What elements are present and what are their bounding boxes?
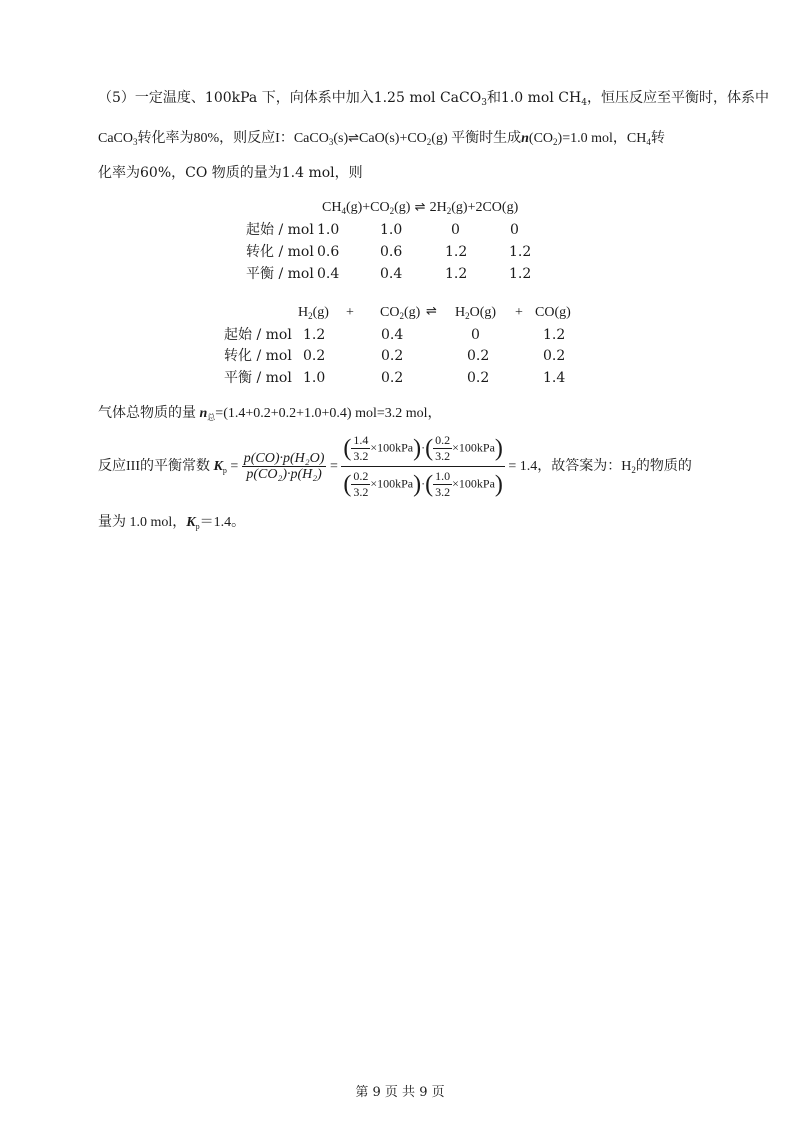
table1-row-label: 平衡 / mol <box>246 266 314 282</box>
text: p(CO₂)·p(H₂) <box>246 467 322 483</box>
table-cell: 1.2 <box>445 266 468 282</box>
table2-row-label: 转化 / mol <box>224 348 292 364</box>
table2-equation-part1: $H_2(g)$ <box>298 305 329 321</box>
text: 反应III的平衡常数 <box>98 459 210 474</box>
text: = <box>329 459 338 474</box>
table2-row-label: 起始 / mol <box>224 327 292 343</box>
table2-equation-part3: $H_2O(g)$ <box>455 305 497 321</box>
table-cell: 0.4 <box>381 327 404 343</box>
page-footer: 第 9 页 共 9 页 <box>355 1085 445 1100</box>
table2-equation-part4: CO(g) <box>535 305 571 320</box>
table-cell: 1.2 <box>445 244 468 260</box>
equilibrium-arrow-icon: ⇌ <box>348 131 360 146</box>
table-cell: 0.2 <box>467 348 490 364</box>
table-cell: 1.2 <box>543 327 566 343</box>
kp-value-fraction: ( $\frac{1.4}{3.2}$ ×100kPa)·( $\frac{0.2}{3.2}$ ×100kPa) ( $\frac{0.2}{3.2}$ ×100kPa)·( $\frac{1.0}{3.2}$ ×100kPa) <box>343 433 503 500</box>
table-cell: 0.4 <box>380 266 403 282</box>
text: p <box>195 522 200 531</box>
table-cell: 0.6 <box>317 244 340 260</box>
equilibrium-arrow-icon: ⇌ <box>410 200 430 215</box>
text: （5）一定温度、100kPa 下，向体系中加入1.25 mol CaCO <box>98 90 482 106</box>
kp-definition-fraction <box>242 451 327 482</box>
table2-row-label: 平衡 / mol <box>224 370 292 386</box>
table-cell: 1.4 <box>543 370 566 386</box>
text: =(1.4+0.2+0.2+1.0+0.4) mol=3.2 mol， <box>215 406 442 421</box>
text: = <box>230 459 239 474</box>
table-cell: 0.6 <box>380 244 403 260</box>
table-cell: 1.2 <box>509 244 532 260</box>
kp-formula: 反应III的平衡常数 $K_p$ = $\frac{\text{p(CO)·p(H₂O)}}{\text{p(CO₂)·p(H₂)}}$ = ( $\frac{1.4}{3.2}$ ×100kPa)·( $\frac{0.2}{3.2}$ ×100kPa) ( $\frac{0.2}{3.2}$ ×100kPa)·( $\frac{1.0}{3.2}$ ×100kPa) = 1.4，故答案为：$H_2$的物质的 <box>98 433 692 500</box>
table2-plus: + <box>515 305 523 320</box>
text: CaCO <box>98 131 133 146</box>
text: 化率为60%，CO 物质的量为1.4 mol，则 <box>98 165 363 181</box>
table-cell: 1.0 <box>317 222 340 238</box>
table-cell: 1.2 <box>509 266 532 282</box>
table-cell: 0.2 <box>543 348 566 364</box>
total-moles-line <box>98 404 442 428</box>
table-cell: 1.0 <box>380 222 403 238</box>
text: CaO(s)+CO <box>359 131 427 146</box>
text: K <box>186 515 196 530</box>
text: 气体总物质的量 <box>98 406 196 421</box>
equilibrium-arrow-icon: ⇌ <box>426 304 437 319</box>
text: p <box>222 466 227 475</box>
text: 量为 1.0 mol， <box>98 515 187 530</box>
text: (s) <box>333 131 349 146</box>
text: ，恒压反应至平衡时，体系中 <box>586 90 769 106</box>
table-cell: 0.4 <box>317 266 340 282</box>
table-cell: 0 <box>510 222 519 238</box>
text: n <box>199 406 208 421</box>
intro-line-1: （5）一定温度、100kPa 下，向体系中加入1.25 mol CaCO$_3$和1.0 mol $CH_4$，恒压反应至平衡时，体系中 <box>98 90 769 108</box>
text: ＝1.4。 <box>199 515 246 530</box>
text: (CO <box>528 131 554 146</box>
table1-row-label: 起始 / mol <box>246 222 314 238</box>
table1-equation: $CH_4(g)+CO_2(g)$ ⇌ $2H_2(g)+2CO(g)$ <box>322 200 519 216</box>
table-cell: 1.2 <box>303 327 326 343</box>
text: 的物质的 <box>635 459 692 474</box>
text: )=1.0 mol，CH <box>557 131 647 146</box>
text: 总 <box>207 413 216 422</box>
table2-plus: + <box>346 305 354 320</box>
table-cell: 0.2 <box>467 370 490 386</box>
text: p(CO)·p(H₂O) <box>243 451 325 467</box>
table-cell: 0.2 <box>303 348 326 364</box>
table1-row-label: 转化 / mol <box>246 244 314 260</box>
text: 转 <box>650 131 665 146</box>
conclusion-line <box>98 513 245 537</box>
intro-line-2: CaCO$_3$转化率为80%，则反应I：$CaCO_3(s)\rightleftharpoons CaO(s)+CO_2(g)$ 平衡时生成$n(CO_2)=1.0$ mol，$CH_4$转 <box>98 131 665 147</box>
table-cell: 0 <box>451 222 460 238</box>
text: (g) 平衡时生成 <box>431 131 522 146</box>
table-cell: 0.2 <box>381 348 404 364</box>
text: = 1.4，故答案为：H <box>508 459 632 474</box>
table2-equation-part2: $CO_2(g)$ <box>380 305 421 321</box>
text: n <box>521 131 529 146</box>
table-cell: 0 <box>471 327 480 343</box>
text: 和1.0 mol CH <box>486 90 582 106</box>
text: 转化率为80%，则反应I：CaCO <box>137 131 329 146</box>
table-cell: 1.0 <box>303 370 326 386</box>
intro-line-3 <box>98 163 363 183</box>
table-cell: 0.2 <box>381 370 404 386</box>
text: K <box>213 459 223 474</box>
